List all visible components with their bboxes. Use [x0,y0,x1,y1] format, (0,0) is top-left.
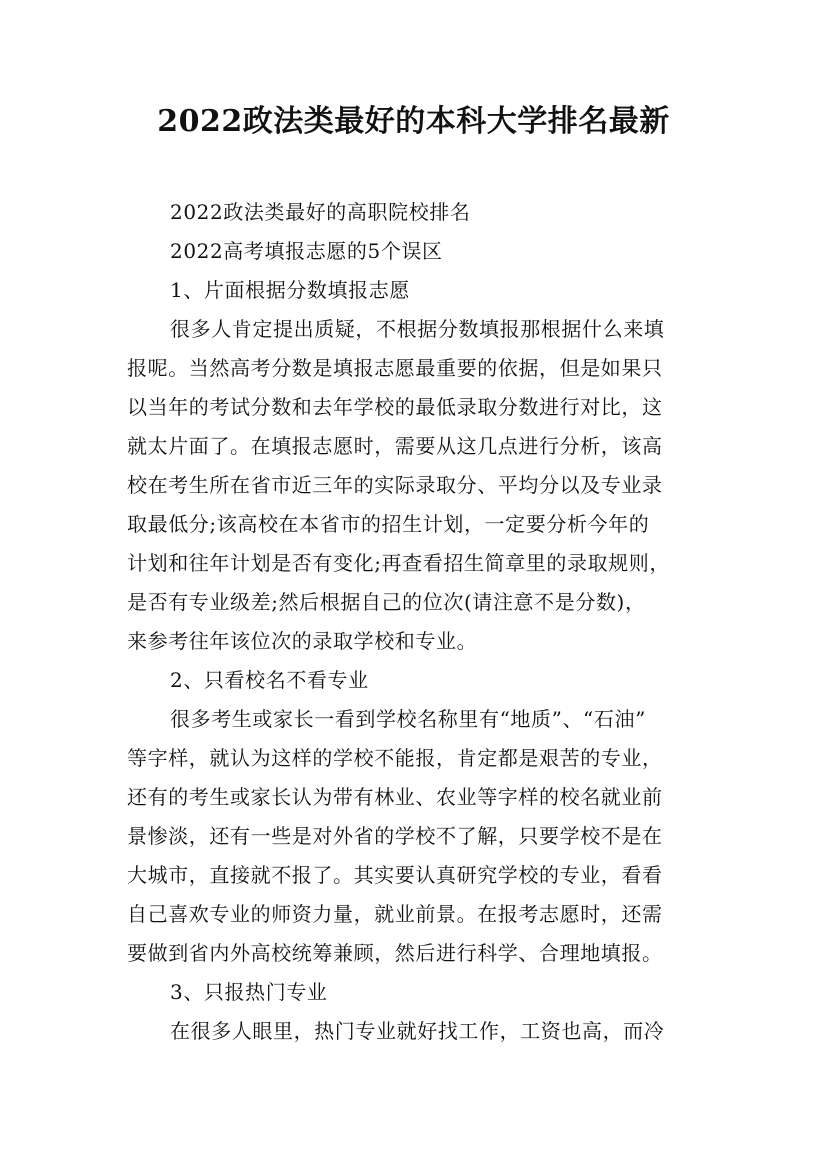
text-line: 要做到省内外高校统筹兼顾，然后进行科学、合理地填报。 [127,941,663,965]
text-line: 以当年的考试分数和去年学校的最低录取分数进行对比，这 [127,395,663,419]
text-line: 就太片面了。在填报志愿时，需要从这几点进行分析，该高 [127,434,663,458]
text-line: 景惨淡，还有一些是对外省的学校不了解，只要学校不是在 [127,824,663,848]
text-line: 报呢。当然高考分数是填报志愿最重要的依据，但是如果只 [127,356,663,380]
text-line: 取最低分;该高校在本省市的招生计划，一定要分析今年的 [127,512,650,536]
text-line: 很多人肯定提出质疑，不根据分数填报那根据什么来填 [170,317,665,341]
text-line: 校在考生所在省市近三年的实际录取分、平均分以及专业录 [127,473,663,497]
text-line: 还有的考生或家长认为带有林业、农业等字样的校名就业前 [127,785,663,809]
text-line: 2022政法类最好的高职院校排名 [170,200,471,224]
text-line: 2022高考填报志愿的5个误区 [170,239,443,263]
text-line: 很多考生或家长一看到学校名称里有“地质”、“石油” [170,707,646,731]
section-heading: 2、只看校名不看专业 [170,668,369,692]
document-body [127,193,727,1051]
text-line: 等字样，就认为这样的学校不能报，肯定都是艰苦的专业， [127,746,663,770]
text-line: 大城市，直接就不报了。其实要认真研究学校的专业，看看 [127,863,663,887]
section-heading: 1、片面根据分数填报志愿 [170,278,410,302]
document-title: 2022政法类最好的本科大学排名最新 [157,104,670,139]
text-line: 自己喜欢专业的师资力量，就业前景。在报考志愿时，还需 [127,902,663,926]
text-line: 来参考往年该位次的录取学校和专业。 [127,629,478,653]
text-line: 是否有专业级差;然后根据自己的位次(请注意不是分数)， [127,590,646,614]
section-heading: 3、只报热门专业 [170,980,328,1004]
text-line: 计划和往年计划是否有变化;再查看招生简章里的录取规则， [127,551,670,575]
text-line: 在很多人眼里，热门专业就好找工作，工资也高，而冷 [170,1019,665,1043]
